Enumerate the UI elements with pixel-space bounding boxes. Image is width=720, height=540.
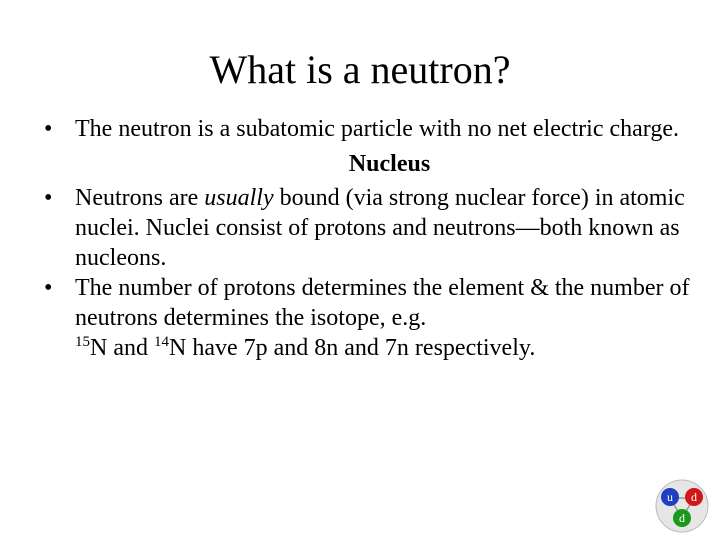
- neutron-quark-logo-icon: [654, 478, 710, 534]
- quark-label-d: d: [691, 490, 697, 504]
- isotope-text-1: N and: [90, 335, 154, 361]
- bullet-marker: •: [44, 116, 53, 142]
- isotope-text-2: N have 7p and 8n and 7n respectively.: [168, 335, 536, 361]
- quark-label-u: u: [667, 490, 673, 504]
- bullet-marker: •: [44, 275, 53, 301]
- bullet-text-start: Neutrons are: [75, 185, 205, 211]
- isotope-mass-14: 14: [153, 334, 169, 350]
- bullet-isotopes: [44, 273, 704, 363]
- bullet-text: The neutron is a subatomic particle with no net electric charge.: [75, 116, 679, 142]
- slide-body: [44, 114, 704, 363]
- slide-title: What is a neutron?: [209, 47, 511, 92]
- nucleus-heading: Nucleus: [348, 151, 431, 177]
- bullet-marker: •: [44, 185, 53, 211]
- emphasis-usually: usually: [204, 185, 274, 211]
- quark-label-d-2: d: [679, 511, 685, 525]
- isotope-mass-15: 15: [75, 334, 90, 350]
- bullet-nuclei: [44, 183, 704, 273]
- bullet-neutron-definition: [44, 114, 704, 144]
- bullet-text: The number of protons determines the element & the number of neutrons determines the isotope, e.g.: [75, 275, 690, 331]
- bullet-text-rest: bound (via strong nuclear force) in atomic nuclei. Nuclei consist of protons and neutrons—both known as nucleons.: [75, 185, 685, 271]
